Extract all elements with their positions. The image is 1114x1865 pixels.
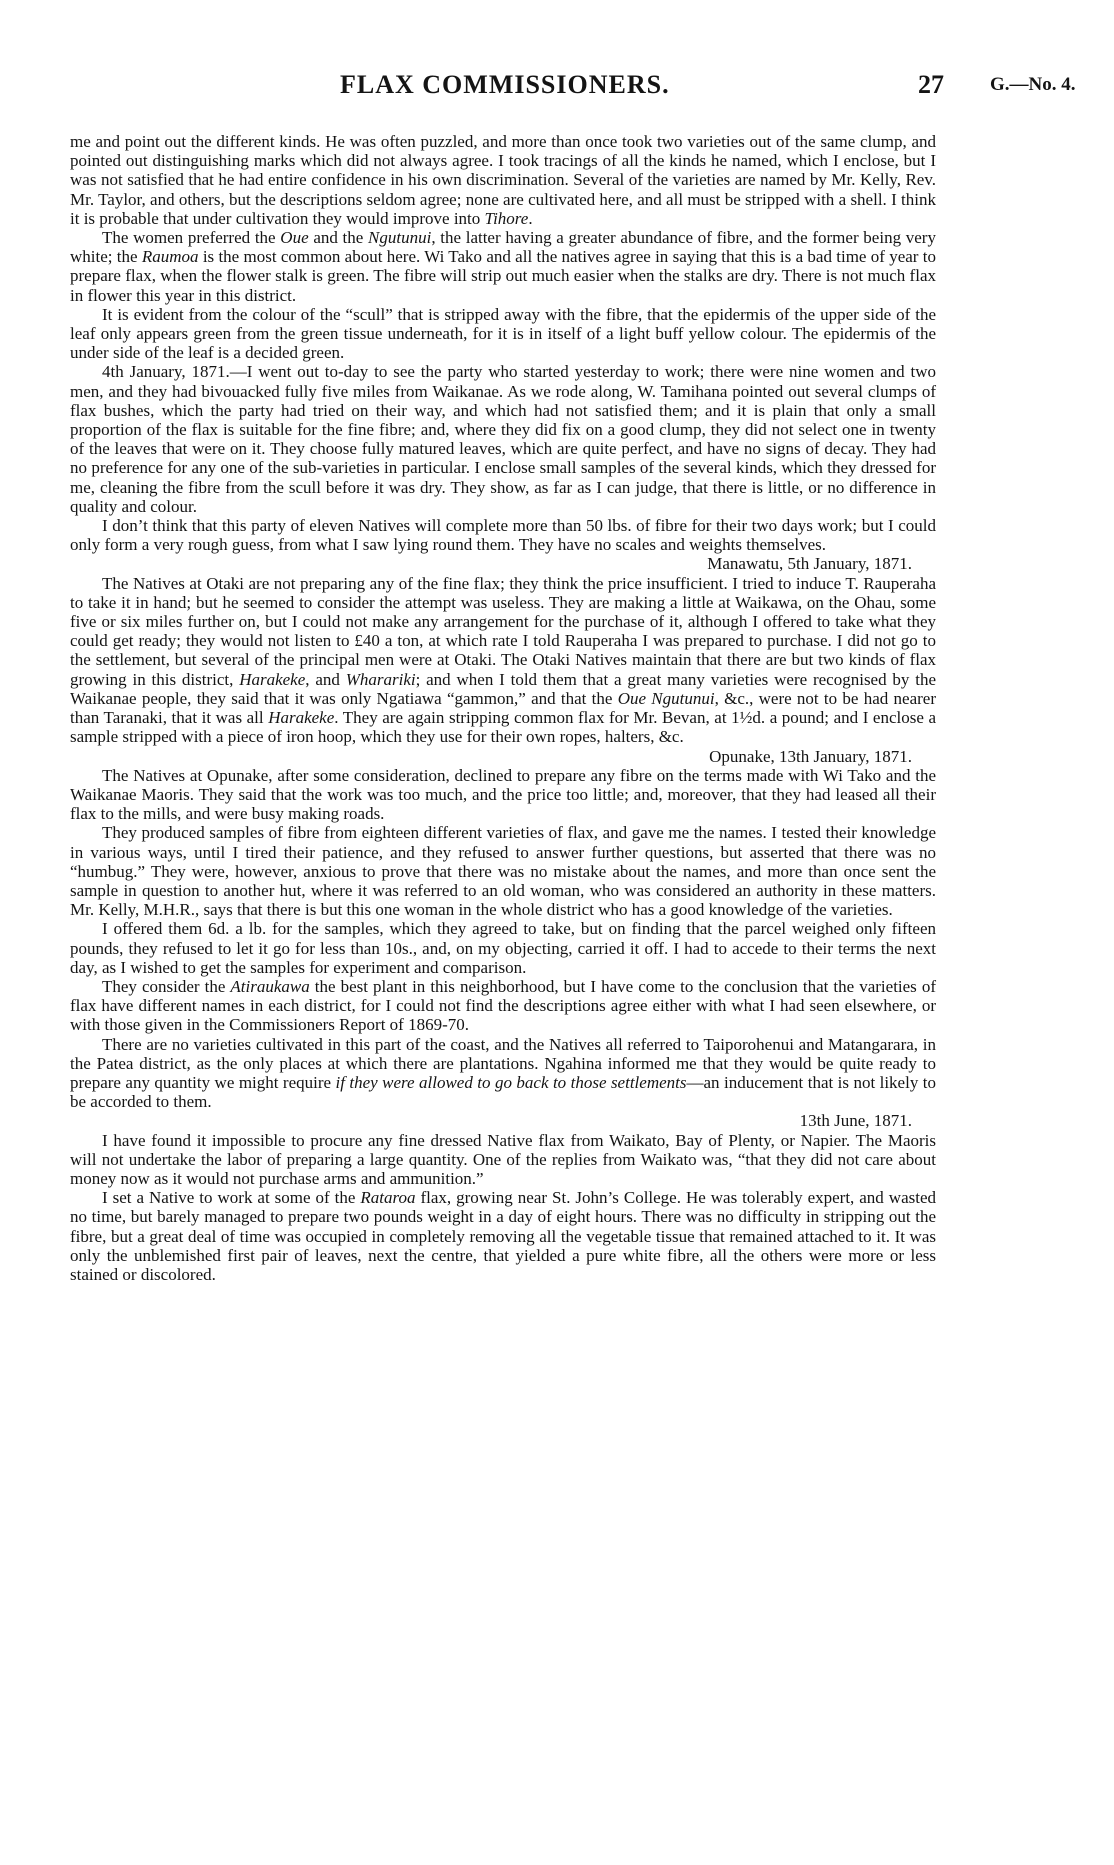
paragraph xyxy=(70,228,936,305)
italic-term: Ngutunui xyxy=(368,228,432,248)
text-run: They consider the xyxy=(102,976,231,996)
italic-term: Harakeke xyxy=(239,669,306,689)
text-run: flax, growing near St. John’s College. He was tolerably expert, and wasted no time, but barely managed to prepare two pounds weight in a day of eight hours. There was no difficulty in stripping out the fibre, but a great deal of time was occupied in completely removing all the vegetable tissue that remained attached to it. It was only the unblemished first pair of leaves, next the centre, that yielded a pure white fibre, all the others were more or less stained or discolored. xyxy=(70,1188,936,1284)
paragraph xyxy=(70,919,936,977)
text-run: . xyxy=(528,208,533,228)
dateline xyxy=(70,554,936,573)
running-title: FLAX COMMISSIONERS. xyxy=(340,70,670,99)
dateline xyxy=(70,1111,936,1130)
paragraph xyxy=(70,305,936,363)
paragraph xyxy=(70,766,936,824)
text-run: and the xyxy=(308,228,369,248)
italic-term: Oue Ngutunui xyxy=(617,688,715,708)
document-reference: G.—No. 4. xyxy=(990,74,1076,95)
text-run: ; and when I told them that a great many varieties were recognised by the Waikanae people, they said that it was only Ngatiawa “gammon,” and that the xyxy=(70,669,936,708)
text-run: The Natives at Otaki are not preparing any of the fine flax; they think the price insufficient. I tried to induce T. Rauperaha to take it in hand; but he seemed to consider the attempt was useless. They are making a little at Waikawa, on the Ohau, some five or six miles further on, but I could not make any arrangement for the purchase of it, although I offered to take what they could get ready; they would not listen to £40 a ton, at which rate I told Rauperaha I was prepared to purchase. I did not go to the settlement, but several of the principal men were at Otaki. The Otaki Natives maintain that there are but two kinds of flax growing in this district, xyxy=(70,573,936,689)
text-run: They produced samples of fibre from eighteen different varieties of flax, and gave me the names. I tested their knowledge in various ways, until I tired their patience, and they refused to answer further questions, but asserted that there was no “humbug.” They were, however, anxious to prove that there was no mistake about the names, and more than once sent the sample in question to another hut, where it was referred to an old woman, who was considered an authority in these matters. Mr. Kelly, M.H.R., says that there is but this one woman in the whole district who has a good knowledge of the varieties. xyxy=(70,823,936,920)
text-run: I set a Native to work at some of the xyxy=(102,1188,361,1208)
text-run: There are no varieties cultivated in this part of the coast, and the Natives all referred to Taiporohenui and Matangarara, in the Patea district, as the only places at which there are plantations. Ngahina informed me that they would be quite ready to prepare any quantity we might require xyxy=(70,1034,936,1092)
text-run: is the most common about here. Wi Tako and all the natives agree in saying that this is a bad time of year to prepare flax, when the flower stalk is green. The fibre will strip out much easier when the stalks are dry. There is not much flax in flower this year in this district. xyxy=(70,247,936,305)
text-run: Manawatu, 5th January, 1871. xyxy=(707,554,912,574)
text-run: . They are again stripping common flax for Mr. Bevan, at 1½d. a pound; and I enclose a sample stripped with a piece of iron hoop, which they use for their own ropes, halters, &c. xyxy=(70,708,937,747)
text-run: —an inducement that is not likely to be accorded to them. xyxy=(70,1072,936,1112)
paragraph xyxy=(70,1035,936,1112)
text-run: , and xyxy=(305,669,346,689)
body-text xyxy=(70,132,936,1284)
paragraph xyxy=(70,977,936,1035)
paragraph xyxy=(70,362,936,516)
italic-term: Rataroa xyxy=(360,1188,416,1208)
italic-term: if they were allowed to go back to those settlements xyxy=(335,1072,687,1092)
paragraph xyxy=(70,574,936,747)
text-run: 13th June, 1871. xyxy=(799,1111,912,1131)
text-run: the best plant in this neighborhood, but I have come to the conclusion that the varieties of flax have different names in each district, for I could not find the descriptions agree either with what I had seen elsewhere, or with those given in the Commissioners Report of 1869-70. xyxy=(70,976,937,1035)
text-run: , &c., were not to be had nearer than Taranaki, that it was all xyxy=(70,688,937,728)
italic-term: Atiraukawa xyxy=(230,976,310,996)
text-run: The Natives at Opunake, after some consideration, declined to prepare any fibre on the terms made with Wi Tako and the Waikanae Maoris. They said that the work was too much, and the price too little; and, moreover, that they had leased all their flax to the mills, and were busy making roads. xyxy=(70,765,936,824)
italic-term: Raumoa xyxy=(141,247,199,267)
italic-term: Oue xyxy=(280,228,309,248)
paragraph xyxy=(70,516,936,554)
italic-term: Tihore xyxy=(484,208,529,228)
italic-term: Harakeke xyxy=(268,708,335,728)
page-header xyxy=(0,70,1114,106)
paragraph xyxy=(70,132,936,228)
italic-term: Wharariki xyxy=(345,669,416,689)
text-run: Opunake, 13th January, 1871. xyxy=(709,746,912,766)
text-run: I don’t think that this party of eleven Natives will complete more than 50 lbs. of fibre for their two days work; but I could only form a very rough guess, from what I saw lying round them. They have no scales and weights themselves. xyxy=(70,516,936,555)
text-run: I have found it impossible to procure any fine dressed Native flax from Waikato, Bay of Plenty, or Napier. The Maoris will not undertake the labor of preparing a large quantity. One of the replies from Waikato was, “that they did not care about money now as it would not purchase arms and ammunition.” xyxy=(70,1130,936,1188)
dateline xyxy=(70,747,936,766)
paragraph xyxy=(70,1131,936,1189)
paragraph xyxy=(70,823,936,919)
text-run: 4th January, 1871.—I went out to-day to see the party who started yesterday to work; there were nine women and two men, and they had bivouacked fully five miles from Waikanae. As we rode along, W. Tamihana pointed out several clumps of flax bushes, which the party had tried on their way, and which had not satisfied them; and it is plain that only a small proportion of the flax is suitable for the fine fibre; and, where they did fix on a good clump, they did not select one in twenty of the leaves that were on it. They choose fully matured leaves, which are quite perfect, and have no signs of decay. They had no preference for any one of the sub-varieties in particular. I enclose small samples of the several kinds, which they dressed for me, cleaning the fibre from the scull before it was dry. They show, as far as I can judge, that there is little, or no difference in quality and colour. xyxy=(70,362,936,516)
text-run: It is evident from the colour of the “scull” that is stripped away with the fibre, that the epidermis of the upper side of the leaf only appears green from the green tissue underneath, for it is in itself of a light buff yellow colour. The epidermis of the under side of the leaf is a decided green. xyxy=(70,304,936,363)
paragraph xyxy=(70,1188,936,1284)
text-run: The women preferred the xyxy=(102,228,281,248)
page-number: 27 xyxy=(918,70,944,99)
text-run: me and point out the different kinds. He was often puzzled, and more than once took two varieties out of the same clump, and pointed out distinguishing marks which did not always agree. I took tracings of all the kinds he named, which I enclose, but I was not satisfied that he had entire confidence in his own discrimination. Several of the varieties are named by Mr. Kelly, Rev. Mr. Taylor, and others, but the descriptions seldom agree; none are cultivated here, and all must be stripped with a shell. I think it is probable that under cultivation they would improve into xyxy=(70,132,936,228)
text-run: I offered them 6d. a lb. for the samples, which they agreed to take, but on finding that the parcel weighed only fifteen pounds, they refused to let it go for less than 10s., and, on my objecting, carried it off. I had to accede to their terms the next day, as I wished to get the samples for experiment and comparison. xyxy=(70,919,936,977)
text-run: , the latter having a greater abundance of fibre, and the former being very white; the xyxy=(70,228,936,267)
